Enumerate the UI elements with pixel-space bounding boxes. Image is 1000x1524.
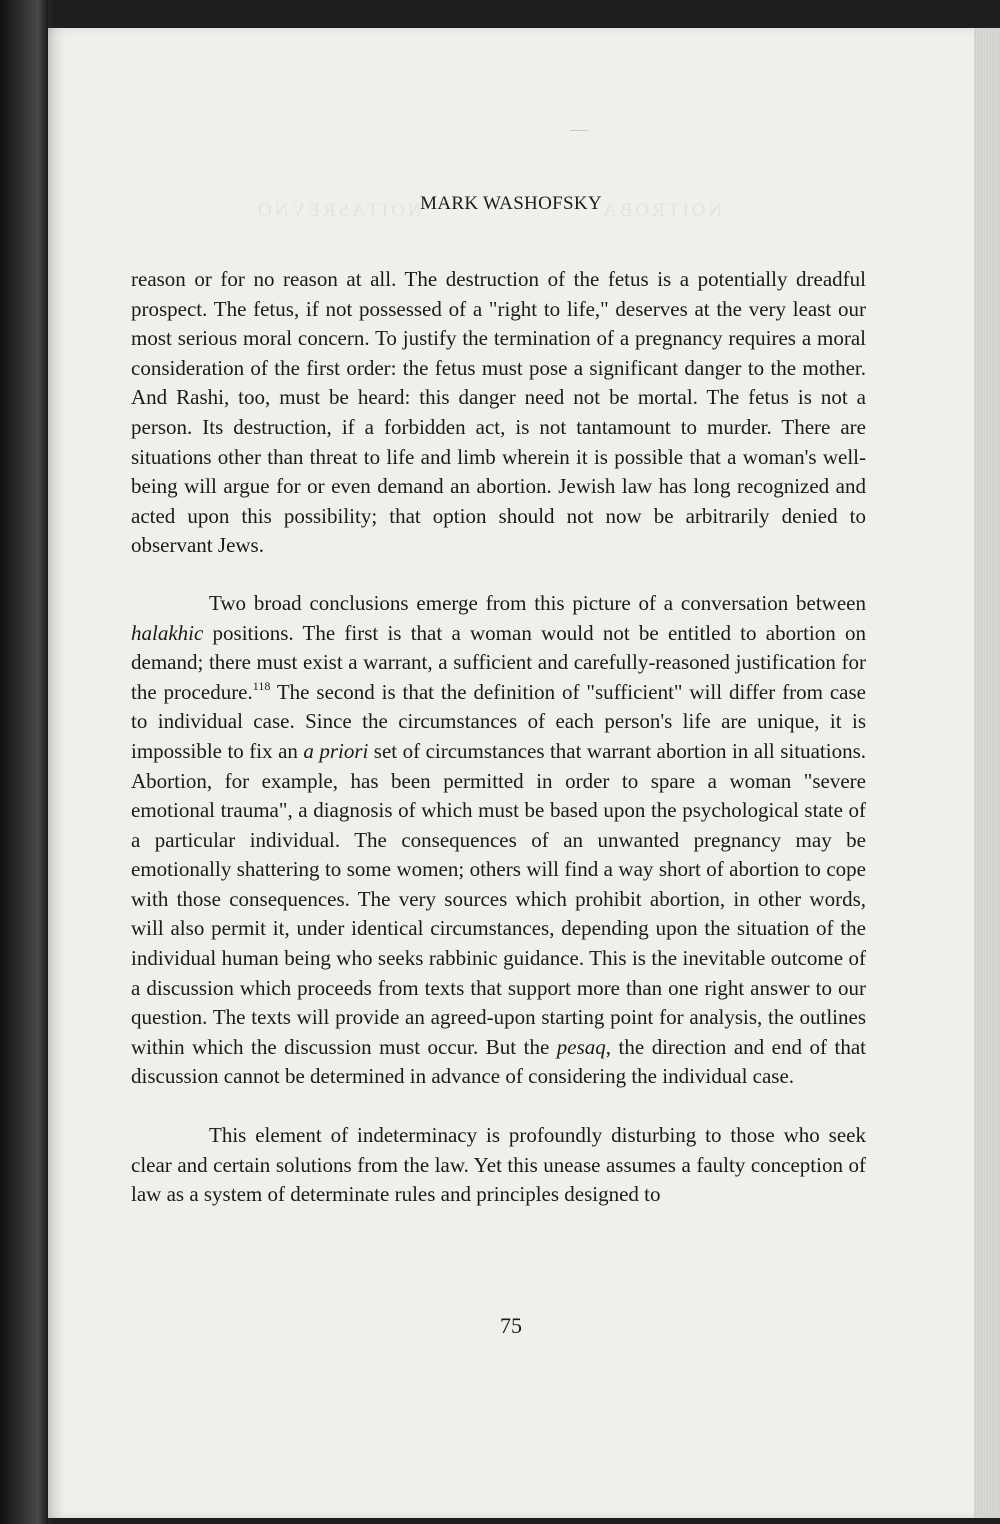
paragraph-2 xyxy=(131,589,866,1092)
italic-term: pesaq xyxy=(556,1034,606,1059)
paragraph-3: This element of indeterminacy is profoundly disturbing to those who seek clear and certain solutions from the law. Yet this unease assumes a faulty conception of law as a system of determinate rules and principles designed to xyxy=(131,1123,866,1207)
text-run: positions. The first is that a woman would not be entitled to abortion on demand; there must exist a warrant, a sufficient and carefully-reasoned justification for the procedure. xyxy=(131,620,866,704)
running-head: MARK WASHOFSKY xyxy=(420,193,602,214)
text-run: , the direction and end of that discussion cannot be determined in advance of considering the individual case. xyxy=(131,1034,866,1089)
page-number: 75 xyxy=(500,1313,522,1338)
italic-term: halakhic xyxy=(131,620,204,645)
bleed-through-text: NOITASREVNO xyxy=(255,200,422,221)
print-mark xyxy=(570,130,588,131)
bleed-through-text: NOITROBA xyxy=(600,200,723,221)
body-text xyxy=(131,265,866,1210)
text-run: set of circumstances that warrant abortion in all situations. Abortion, for example, has been permitted in order to spare a woman "severe emotional trauma", a diagnosis of which must be based upon the psychological state of a particular individual. The consequences of an unwanted pregnancy may be emotionally shattering to some women; others will find a way short of abortion to cope with those consequences. The very sources which prohibit abortion, in other words, will also permit it, under identical circumstances, depending upon the situation of the individual human being who seeks rabbinic guidance. This is the inevitable outcome of a discussion which proceeds from texts that support more than one right answer to our question. The texts will provide an agreed-upon starting point for analysis, the outlines within which the discussion must occur. But the xyxy=(131,738,866,1059)
text-run: Two broad conclusions emerge from this picture of a conversation between xyxy=(209,590,866,615)
footnote-reference: 118 xyxy=(252,678,271,693)
page-block-edge xyxy=(974,28,1000,1518)
italic-term: a priori xyxy=(303,738,369,763)
paragraph-1: reason or for no reason at all. The destruction of the fetus is a potentially dreadful prospect. The fetus, if not possessed of a "right to life," deserves at the very least our most serious moral concern. To justify the termination of a pregnancy requires a moral consideration of the first order: the fetus must pose a significant danger to the mother. And Rashi, too, must be heard: this danger need not be mortal. The fetus is not a person. Its destruction, if a forbidden act, is not tantamount to murder. There are situations other than threat to life and limb wherein it is possible that a woman's well-being will argue for or even demand an abortion. Jewish law has long recognized and acted upon this possibility; that option should not now be arbitrarily denied to observant Jews. xyxy=(131,267,866,558)
text-run: The second is that the definition of "sufficient" will differ from case to individual case. Since the circumstances of each person's life are unique, it is impossible to fix an xyxy=(131,679,866,763)
facing-page-edge xyxy=(0,0,48,1524)
